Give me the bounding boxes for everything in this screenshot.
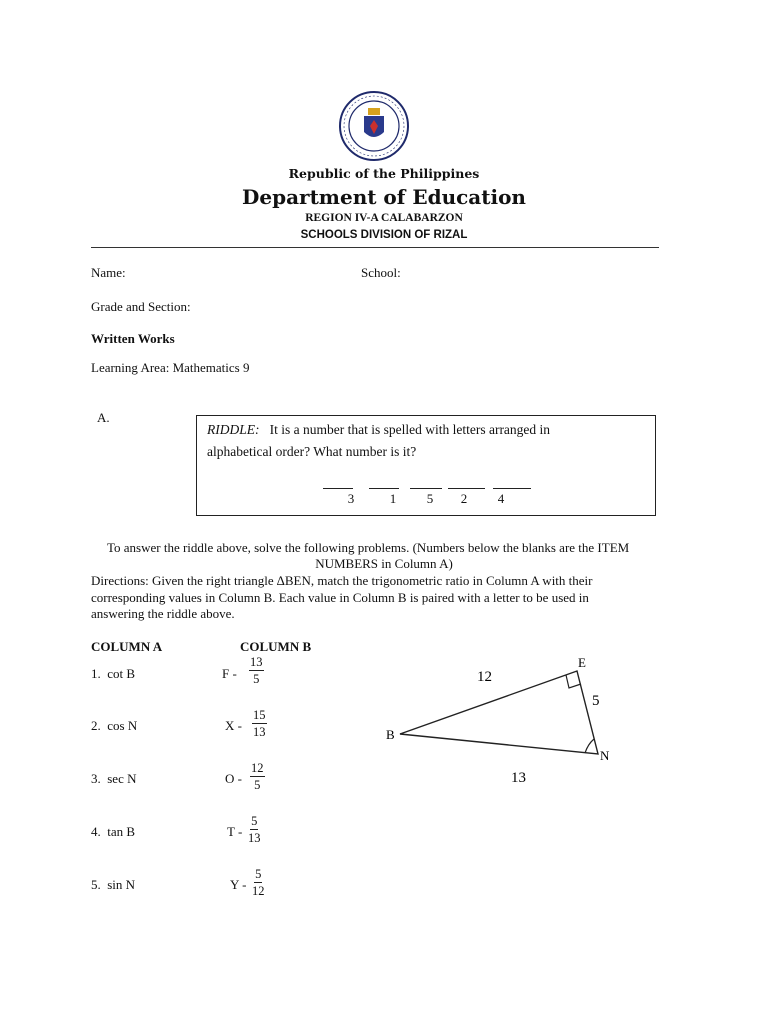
column-a-item: 2. cos N: [91, 718, 138, 733]
vertex-e-label: E: [578, 655, 586, 670]
riddle-question-part2: alphabetical order? What number is it?: [207, 444, 417, 459]
vertex-b-label: B: [386, 727, 395, 742]
directions-line3: answering the riddle above.: [91, 606, 235, 621]
answer-blank[interactable]: [448, 488, 485, 489]
blank-item-number: 1: [389, 491, 397, 506]
name-label: Name:: [91, 265, 126, 280]
riddle-label: RIDDLE:: [207, 422, 260, 437]
blank-item-number: 3: [347, 491, 355, 506]
column-b-fraction: $\frac{5}{12}$: [252, 867, 265, 898]
instructions-line1: To answer the riddle above, solve the following problems. (Numbers below the blanks are the ITEM: [107, 540, 630, 555]
republic-heading: Republic of the Philippines: [288, 166, 480, 181]
school-label: School:: [361, 265, 401, 280]
deped-seal-logo: [338, 90, 410, 162]
angle-n-arc: [585, 739, 594, 753]
department-heading: Department of Education: [242, 185, 526, 209]
header-divider: [91, 247, 659, 248]
answer-blank[interactable]: [369, 488, 399, 489]
column-b-letter: T -: [227, 824, 243, 839]
learning-area-label: Learning Area: Mathematics 9: [91, 360, 250, 375]
column-b-letter: X -: [225, 718, 242, 733]
side-bn-label: 13: [511, 770, 526, 786]
instructions-line2: NUMBERS in Column A): [315, 556, 453, 571]
column-b-header: COLUMN B: [240, 639, 312, 654]
blank-item-number: 2: [460, 491, 468, 506]
answer-blank[interactable]: [410, 488, 442, 489]
column-b-fraction: $\frac{12}{5}$: [251, 761, 264, 792]
directions-line1: Directions: Given the right triangle ∆BEN, match the trigonometric ratio in Column A with their: [91, 573, 593, 588]
riddle-text-line1: [207, 422, 550, 438]
blank-item-number: 4: [497, 491, 505, 506]
column-a-header: COLUMN A: [91, 639, 163, 654]
vertex-n-label: N: [600, 748, 610, 763]
column-b-fraction: $\frac{15}{13}$: [253, 708, 266, 739]
column-b-letter: O -: [225, 771, 242, 786]
riddle-question-part1: It is a number that is spelled with letters arranged in: [269, 422, 551, 437]
directions-line2: corresponding values in Column B. Each value in Column B is paired with a letter to be used in: [91, 590, 589, 605]
division-heading: SCHOOLS DIVISION OF RIZAL: [300, 229, 468, 241]
written-works-heading: Written Works: [91, 331, 175, 346]
part-a-label: A.: [97, 410, 110, 425]
answer-blank[interactable]: [493, 488, 531, 489]
column-b-fraction: $\frac{5}{13}$: [248, 814, 261, 845]
side-en-label: 5: [592, 693, 600, 709]
riddle-box: [196, 415, 656, 516]
region-heading: REGION IV-A CALABARZON: [305, 212, 463, 224]
column-a-item: 5. sin N: [91, 877, 136, 892]
blank-item-number: 5: [426, 491, 434, 506]
column-b-letter: F -: [222, 666, 237, 681]
answer-blank[interactable]: [323, 488, 353, 489]
column-a-item: 1. cot B: [91, 666, 136, 681]
column-a-item: 4. tan B: [91, 824, 136, 839]
grade-section-label: Grade and Section:: [91, 299, 191, 314]
column-b-letter: Y -: [230, 877, 247, 892]
triangle-ben-diagram: [370, 650, 630, 800]
column-b-fraction: $\frac{13}{5}$: [250, 655, 263, 686]
side-be-label: 12: [477, 669, 492, 685]
column-a-item: 3. sec N: [91, 771, 137, 786]
